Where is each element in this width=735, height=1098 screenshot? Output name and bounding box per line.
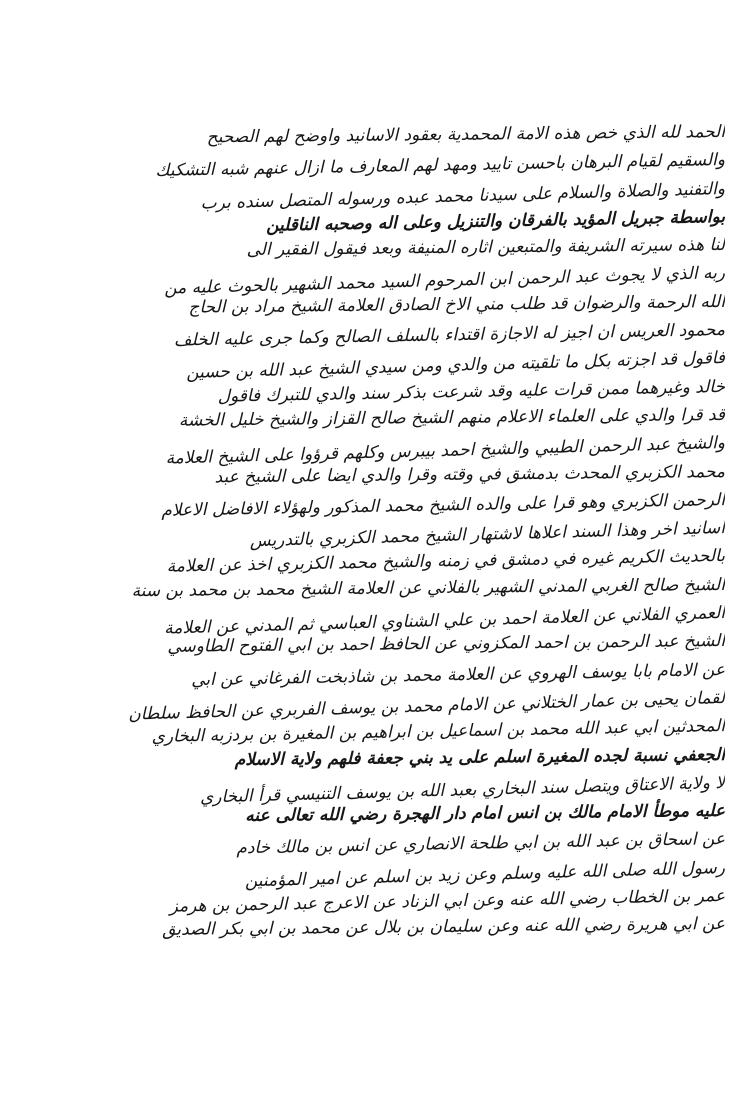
manuscript-line: والسقيم لقيام البرهان باحسن تاييد ومهد لهم المعارف ما ازال عنهم شبه التشكيك	[155, 150, 726, 182]
manuscript-line: فاقول قد اجزته بكل ما تلقيته من والدي ومن سيدي الشيخ عبد الله بن حسين	[185, 348, 726, 384]
manuscript-line: ربه الذي لا يجوث عبد الرحمن ابن المرحوم السيد محمد الشهير بالحوث عليه من	[163, 263, 726, 300]
manuscript-line: لقمان يحيى بن عمار الختلاني عن الامام محمد بن يوسف الفربري عن الحافظ سلطان	[127, 687, 726, 725]
manuscript-line: الرحمن الكزبري وهو قرا على والده الشيخ محمد المذكور ولهؤلاء الافاضل الاعلام	[161, 489, 726, 521]
manuscript-line: الشيخ صالح الغربي المدني الشهير بالفلاني عن العلامة الشيخ محمد بن محمد بن سنة	[131, 574, 726, 601]
manuscript-line: الحمد لله الذي خص هذه الامة المحمدية بعقود الاسانيد واوضح لهم الصحيح	[206, 122, 726, 148]
manuscript-line: العمري الفلاني عن العلامة احمد بن علي الشناوي العباسي ثم المدني عن العلامة	[163, 603, 726, 639]
manuscript-line: المحدثين ابي عبد الله محمد بن اسماعيل بن ابراهيم بن المغيرة بن بردزبه البخاري	[151, 716, 726, 748]
manuscript-line: عن ابي هريرة رضي الله عنه وعن سليمان بن بلال عن محمد بن ابي بكر الصديق	[162, 914, 726, 941]
manuscript-line: عمر بن الخطاب رضي الله عنه وعن ابي الزناد عن الاعرج عبد الرحمن بن هرمز	[169, 886, 726, 917]
manuscript-line: عن الامام بابا يوسف الهروي عن العلامة محمد بن شاذبخت الفرغاني عن ابي	[190, 659, 726, 690]
manuscript-line: عليه موطأ الامام مالك بن انس امام دار الهجرة رضي الله تعالى عنه	[245, 801, 726, 827]
manuscript-line: بواسطة جبريل المؤيد بالفرقان والتنزيل وعلى اله وصحبه الناقلين	[265, 206, 726, 236]
manuscript-line: الجعفي نسبة لجده المغيرة اسلم على يد بني جعفة فلهم ولاية الاسلام	[234, 744, 726, 770]
manuscript-line: بالحديث الكريم غيره في دمشق في زمنه والشيخ محمد الكزبري اخذ عن العلامة	[166, 546, 726, 578]
manuscript-line: رسول الله صلى الله عليه وسلم وعن زيد بن اسلم عن امير المؤمنين	[244, 857, 726, 892]
manuscript-text-block	[60, 118, 725, 939]
manuscript-line: الله الرحمة والرضوان قد طلب مني الاخ الصادق العلامة الشيخ مراد بن الحاج	[188, 291, 726, 318]
manuscript-line: عن اسحاق بن عبد الله بن ابي طلحة الانصاري عن انس بن مالك خادم	[236, 829, 726, 859]
manuscript-line: والشيخ عبد الرحمن الطيبي والشيخ احمد بيبرس وكلهم قرؤوا على الشيخ العلامة	[165, 433, 726, 469]
manuscript-line: محمود العريس ان اجيز له الاجازة اقتداء بالسلف الصالح وكما جرى عليه الخلف	[173, 320, 726, 351]
manuscript-line: محمد الكزبري المحدث بدمشق في وقته وقرا والدي ايضا على الشيخ عبد	[214, 461, 726, 487]
manuscript-line: قد قرا والدي على العلماء الاعلام منهم الشيخ صالح القزاز والشيخ خليل الخشة	[178, 404, 726, 431]
manuscript-line: والتفنيد والصلاة والسلام على سيدنا محمد عبده ورسوله المتصل سنده برب	[200, 178, 726, 214]
manuscript-line: اسانيد اخر وهذا السند اعلاها لاشتهار الشيخ محمد الكزبري بالتدريس	[249, 518, 726, 552]
manuscript-line: لا ولاية الاعتاق ويتصل سند البخاري بعبد الله بن يوسف التنيسي قرأ البخاري	[199, 772, 726, 808]
manuscript-line: الشيخ عبد الرحمن بن احمد المكزوني عن الحافظ احمد بن ابي الفتوح الطاوسي	[167, 631, 726, 658]
manuscript-line: لنا هذه سيرته الشريفة والمتبعين اثاره المنيفة وبعد فيقول الفقير الى	[246, 235, 726, 261]
manuscript-line: خالد وغيرهما ممن قرات عليه وقد شرعت بذكر سند والدي للتبرك فاقول	[217, 376, 726, 407]
